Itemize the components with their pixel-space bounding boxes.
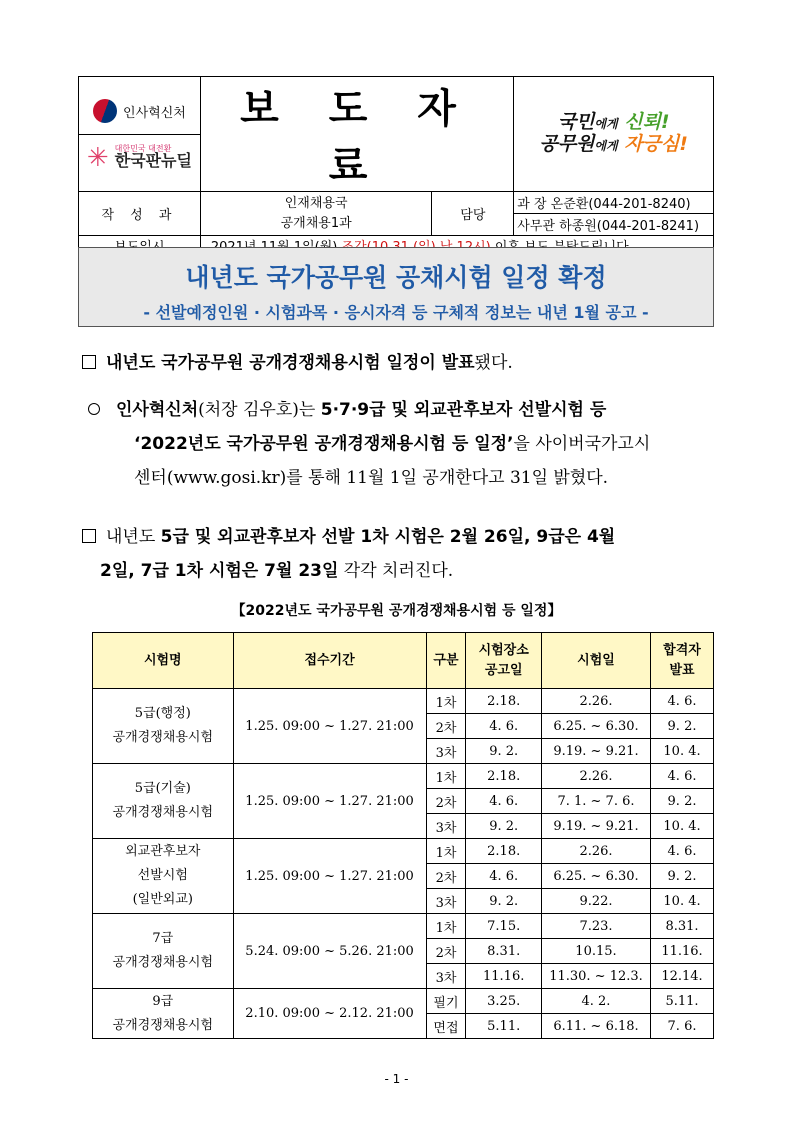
exam-name-cell	[93, 764, 234, 839]
venue-cell: 3.25.	[466, 989, 542, 1014]
checkbox-square-icon	[82, 355, 96, 369]
paragraph-3	[82, 520, 722, 588]
table-row	[93, 914, 714, 939]
org-name: 인사혁신처	[123, 105, 186, 121]
exam-name-line: 5급(행정)	[134, 706, 191, 721]
result-cell: 9. 2.	[651, 714, 714, 739]
result-cell: 5.11.	[651, 989, 714, 1014]
exam-name-cell	[93, 689, 234, 764]
exam-schedule-table	[92, 632, 714, 1039]
type-cell: 2차	[426, 789, 466, 814]
type-cell: 2차	[426, 939, 466, 964]
mpm-logo	[79, 88, 200, 134]
table-row	[93, 839, 714, 864]
venue-cell: 8.31.	[466, 939, 542, 964]
exam-cell: 7. 1. ~ 7. 6.	[541, 789, 650, 814]
result-cell: 4. 6.	[651, 689, 714, 714]
taegeuk-emblem-icon	[93, 99, 117, 123]
exam-name-line: 선발시험	[137, 868, 188, 883]
result-cell: 10. 4.	[651, 739, 714, 764]
table-header-row	[93, 633, 714, 689]
venue-cell: 9. 2.	[466, 889, 542, 914]
venue-cell: 4. 6.	[466, 864, 542, 889]
slogan-l2a: 공무원	[539, 133, 595, 155]
exam-name-line: 공개경쟁채용시험	[112, 805, 214, 820]
p2-exams: 5·7·9급 및 외교관후보자 선발시험 등	[320, 400, 607, 420]
press-title-cell	[200, 77, 513, 192]
paragraph-1	[82, 346, 722, 380]
exam-cell: 6.25. ~ 6.30.	[541, 714, 650, 739]
newdeal-big-text: 한국판뉴딜	[114, 151, 192, 171]
press-title: 보 도 자 료	[240, 85, 474, 189]
type-cell: 3차	[426, 739, 466, 764]
type-cell: 1차	[426, 914, 466, 939]
type-cell: 면접	[426, 1014, 466, 1039]
slogan	[514, 112, 713, 156]
table-row	[93, 764, 714, 789]
slogan-cell	[514, 77, 714, 192]
newdeal-star-icon: ✳	[86, 142, 109, 173]
col-result-1: 합격자	[663, 642, 701, 658]
type-cell: 3차	[426, 964, 466, 989]
result-cell: 7. 6.	[651, 1014, 714, 1039]
main-title: 내년도 국가공무원 공채시험 일정 확정	[185, 263, 607, 292]
exam-name-line: 9급	[152, 993, 174, 1009]
col-exam-date: 시험일	[541, 633, 650, 689]
exam-cell: 7.23.	[541, 914, 650, 939]
exam-name-cell	[93, 839, 234, 914]
venue-cell: 2.18.	[466, 764, 542, 789]
period-cell: 1.25. 09:00 ~ 1.27. 21:00	[233, 764, 426, 839]
dept-label: 작 성 과	[79, 192, 201, 236]
result-cell: 8.31.	[651, 914, 714, 939]
venue-cell: 4. 6.	[466, 714, 542, 739]
exam-cell: 9.19. ~ 9.21.	[541, 814, 650, 839]
exam-name-cell	[93, 989, 234, 1039]
col-venue-2: 공고일	[484, 662, 523, 678]
venue-cell: 4. 6.	[466, 789, 542, 814]
contact-1: 과 장 온준환(044-201-8240)	[514, 192, 714, 214]
slogan-l2c: 자긍심!	[624, 133, 688, 155]
p2-chief: (처장 김우호)는	[198, 400, 321, 420]
dept-name-1: 인재채용국	[284, 195, 348, 211]
type-cell: 필기	[426, 989, 466, 1014]
paragraph-2	[88, 393, 722, 495]
type-cell: 1차	[426, 689, 466, 714]
result-cell: 10. 4.	[651, 814, 714, 839]
result-cell: 11.16.	[651, 939, 714, 964]
exam-name-line: 공개경쟁채용시험	[112, 730, 214, 745]
period-cell: 5.24. 09:00 ~ 5.26. 21:00	[233, 914, 426, 989]
result-cell: 4. 6.	[651, 764, 714, 789]
contact-label: 담당	[432, 192, 514, 236]
exam-cell: 6.11. ~ 6.18.	[541, 1014, 650, 1039]
col-result-2: 발표	[669, 662, 695, 678]
table-caption: 【2022년도 국가공무원 공개경쟁채용시험 등 일정】	[231, 603, 562, 619]
exam-cell: 2.26.	[541, 839, 650, 864]
logo-cell	[79, 77, 201, 192]
page-number: - 1 -	[384, 1072, 409, 1086]
exam-cell: 4. 2.	[541, 989, 650, 1014]
venue-cell: 7.15.	[466, 914, 542, 939]
col-period: 접수기간	[233, 633, 426, 689]
exam-cell: 10.15.	[541, 939, 650, 964]
slogan-l2b: 에게	[594, 139, 618, 153]
result-cell: 4. 6.	[651, 839, 714, 864]
slogan-l1a: 국민	[557, 111, 595, 134]
result-cell: 9. 2.	[651, 864, 714, 889]
exam-name-line: 공개경쟁채용시험	[112, 1017, 214, 1033]
exam-cell: 6.25. ~ 6.30.	[541, 864, 650, 889]
p2-cyber: 을 사이버국가고시	[513, 434, 651, 454]
p1-end: 됐다.	[474, 353, 513, 373]
slogan-l1c: 신뢰!	[624, 111, 670, 134]
exam-cell: 2.26.	[541, 689, 650, 714]
exam-cell: 9.19. ~ 9.21.	[541, 739, 650, 764]
checkbox-square-icon	[82, 529, 96, 543]
contact-2: 사무관 하종원(044-201-8241)	[514, 214, 714, 236]
headline-box	[78, 247, 714, 327]
circle-bullet-icon	[88, 403, 100, 415]
period-cell: 1.25. 09:00 ~ 1.27. 21:00	[233, 689, 426, 764]
p3-end: 각각 치러진다.	[338, 561, 454, 581]
press-header-table	[78, 76, 714, 256]
col-venue-1: 시험장소	[478, 642, 529, 658]
newdeal-small-text: 대한민국 대전환	[114, 143, 172, 153]
type-cell: 1차	[426, 839, 466, 864]
venue-cell: 9. 2.	[466, 814, 542, 839]
table-row	[93, 989, 714, 1014]
p3-bold-1: 5급 및 외교관후보자 선발 1차 시험은 2월 26일, 9급은 4월	[160, 527, 616, 547]
venue-cell: 5.11.	[466, 1014, 542, 1039]
result-cell: 9. 2.	[651, 789, 714, 814]
exam-name-cell	[93, 914, 234, 989]
exam-name-line: 5급(기술)	[134, 781, 191, 796]
newdeal-logo	[79, 134, 200, 180]
exam-name-line: 7급	[152, 931, 174, 946]
exam-cell: 2.26.	[541, 764, 650, 789]
venue-cell: 2.18.	[466, 839, 542, 864]
exam-name-line: (일반외교)	[132, 892, 193, 907]
table-body	[93, 689, 714, 1039]
exam-cell: 9.22.	[541, 889, 650, 914]
table-row	[93, 689, 714, 714]
p2-org: 인사혁신처	[116, 400, 199, 420]
type-cell: 3차	[426, 889, 466, 914]
period-cell: 2.10. 09:00 ~ 2.12. 21:00	[233, 989, 426, 1039]
venue-cell: 2.18.	[466, 689, 542, 714]
col-exam-name: 시험명	[93, 633, 234, 689]
type-cell: 3차	[426, 814, 466, 839]
venue-cell: 11.16.	[466, 964, 542, 989]
type-cell: 1차	[426, 764, 466, 789]
dept-name	[200, 192, 432, 236]
exam-cell: 11.30. ~ 12.3.	[541, 964, 650, 989]
exam-name-line: 공개경쟁채용시험	[112, 955, 214, 970]
col-venue	[466, 633, 542, 689]
col-type: 구분	[426, 633, 466, 689]
p3-start: 내년도	[106, 527, 161, 547]
type-cell: 2차	[426, 714, 466, 739]
result-cell: 10. 4.	[651, 889, 714, 914]
col-result	[651, 633, 714, 689]
result-cell: 12.14.	[651, 964, 714, 989]
p1-bold: 내년도 국가공무원 공개경쟁채용시험 일정이 발표	[106, 353, 475, 373]
p3-bold-2: 2일, 7급 1차 시험은 7월 23일	[100, 561, 339, 581]
dept-name-2: 공개채용1과	[280, 215, 352, 231]
slogan-l1b: 에게	[594, 117, 618, 132]
period-cell: 1.25. 09:00 ~ 1.27. 21:00	[233, 839, 426, 914]
sub-title: - 선발예정인원 · 시험과목 · 응시자격 등 구체적 정보는 내년 1월 공고 -	[143, 303, 649, 322]
p2-schedule-title: ‘2022년도 국가공무원 공개경쟁채용시험 등 일정’	[134, 434, 514, 454]
venue-cell: 9. 2.	[466, 739, 542, 764]
type-cell: 2차	[426, 864, 466, 889]
p2-line3: 센터(www.gosi.kr)를 통해 11월 1일 공개한다고 31일 밝혔다.	[134, 468, 609, 488]
exam-name-line: 외교관후보자	[125, 844, 201, 859]
